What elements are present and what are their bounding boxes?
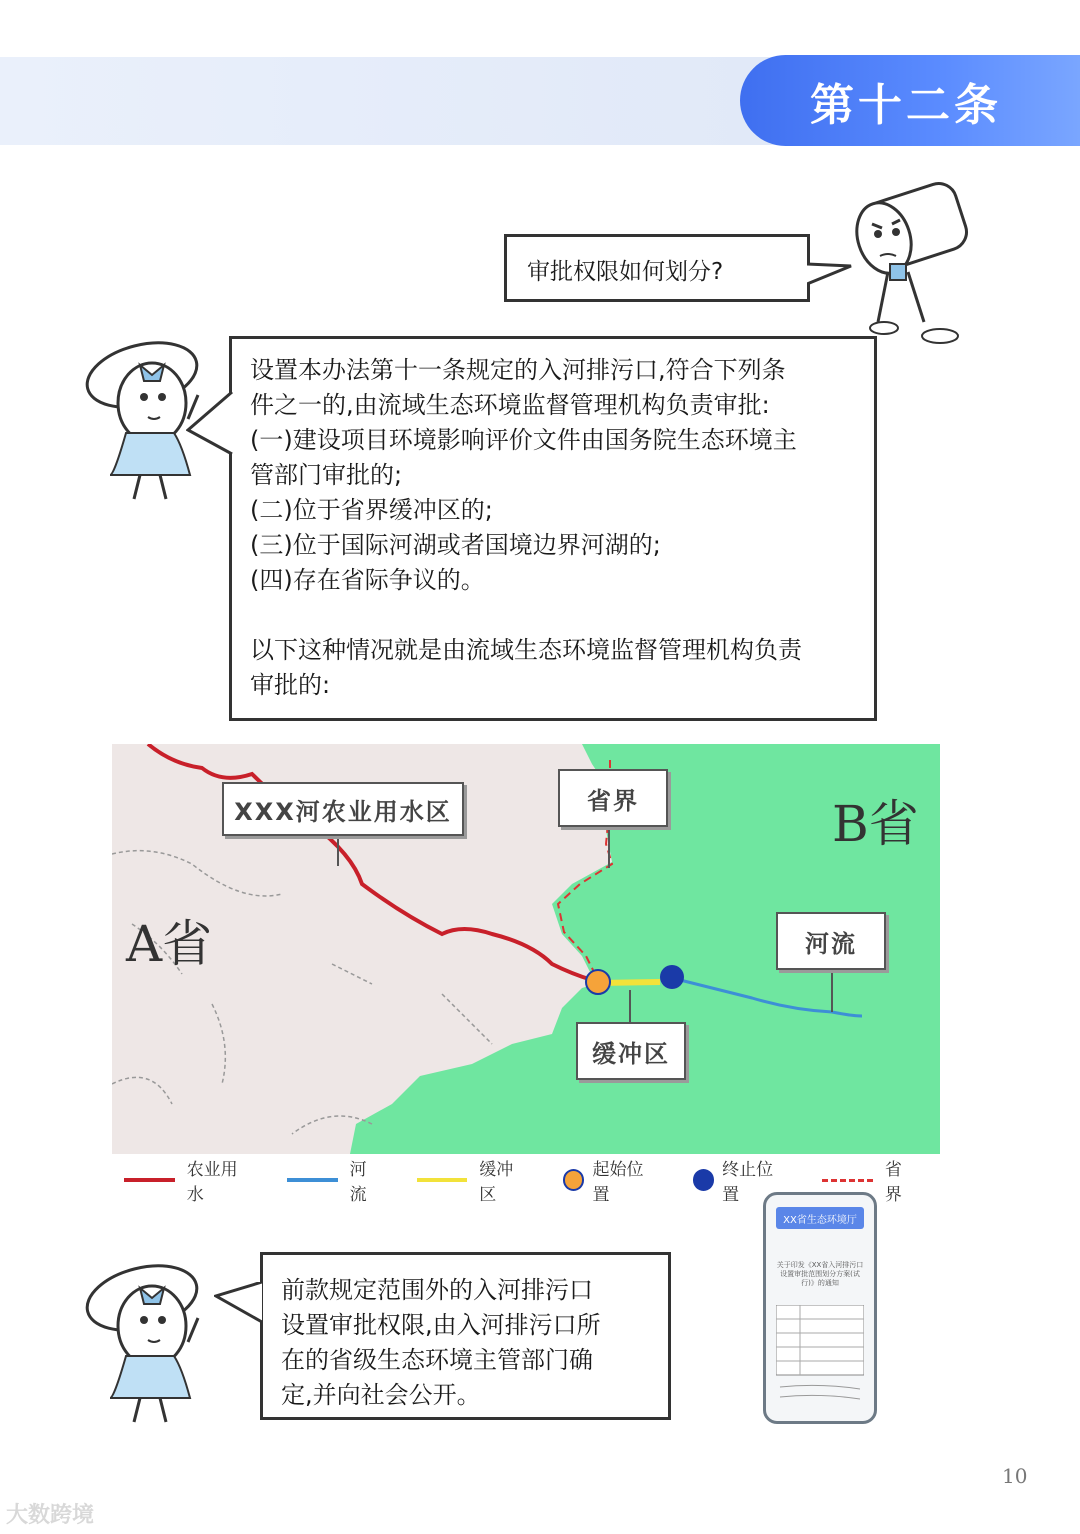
follow-line: 审批的:	[250, 671, 331, 699]
watermark-text: 大数跨境	[6, 1503, 95, 1528]
legend-buffer-swatch	[417, 1178, 468, 1182]
answer-bubble-tail	[186, 392, 234, 456]
character-thinking-icon	[848, 172, 978, 352]
label-agri-zone: XXX河农业用水区	[222, 782, 464, 836]
follow-line: 以下这种情况就是由流域生态环境监督管理机构负责	[250, 636, 802, 664]
note-line: 前款规定范围外的入河排污口	[281, 1276, 593, 1304]
legend-agri-label: 农业用水	[186, 1160, 238, 1205]
legend-start	[551, 1155, 659, 1205]
page-number: 10	[1002, 1464, 1028, 1488]
watermark	[6, 1498, 94, 1529]
phone-title: XX省生态环境厅	[776, 1207, 864, 1229]
answer-line: (一)建设项目环境影响评价文件由国务院生态环境主	[250, 426, 797, 454]
character-girl-icon	[70, 1248, 210, 1428]
legend-river	[275, 1155, 383, 1205]
note-line: 在的省级生态环境主管部门确	[281, 1346, 593, 1374]
answer-line: (三)位于国际河湖或者国境边界河湖的;	[250, 531, 661, 559]
phone-document-lines	[776, 1305, 864, 1405]
legend-boundary-label: 省界	[884, 1160, 902, 1205]
answer-line: 设置本办法第十一条规定的入河排污口,符合下列条	[250, 356, 786, 384]
question-bubble	[504, 234, 810, 302]
article-tab	[740, 55, 1080, 146]
note-line: 设置审批权限,由入河排污口所	[281, 1311, 601, 1339]
answer-bubble	[229, 336, 877, 721]
answer-line: (二)位于省界缓冲区的;	[250, 496, 493, 524]
legend-buffer-label: 缓冲区	[479, 1160, 514, 1205]
article-title: 第十二条	[810, 79, 1002, 131]
province-b-label: B省	[832, 795, 919, 853]
province-map	[112, 744, 940, 1154]
legend-river-swatch	[287, 1178, 338, 1182]
phone-illustration	[763, 1192, 877, 1424]
legend-start-dot	[563, 1169, 585, 1191]
label-buffer: 缓冲区	[576, 1022, 686, 1080]
question-bubble-tail	[807, 262, 853, 292]
phone-doc-title: 关于印发《XX省入河排污口设置审批范围划分方案(试行)》的通知	[776, 1261, 864, 1287]
legend-boundary-swatch	[822, 1179, 873, 1182]
note-line: 定,并向社会公开。	[281, 1381, 481, 1409]
legend-agri	[112, 1155, 253, 1205]
answer-line: 件之一的,由流域生态环境监督管理机构负责审批:	[250, 391, 770, 419]
legend-end-label: 终止位置	[722, 1160, 774, 1205]
note-bubble-tail	[214, 1282, 264, 1332]
answer-line: (四)存在省际争议的。	[250, 566, 485, 594]
legend-river-label: 河流	[349, 1160, 367, 1205]
legend-agri-swatch	[124, 1178, 175, 1182]
question-text: 审批权限如何划分?	[527, 259, 724, 285]
answer-line: 管部门审批的;	[250, 461, 403, 489]
note-bubble	[260, 1252, 671, 1420]
province-a-label: A省	[126, 915, 213, 973]
legend-end-dot	[693, 1169, 714, 1191]
legend-start-label: 起始位置	[592, 1160, 644, 1205]
label-river: 河流	[776, 912, 886, 970]
label-boundary: 省界	[558, 769, 668, 827]
legend-buffer	[405, 1155, 529, 1205]
